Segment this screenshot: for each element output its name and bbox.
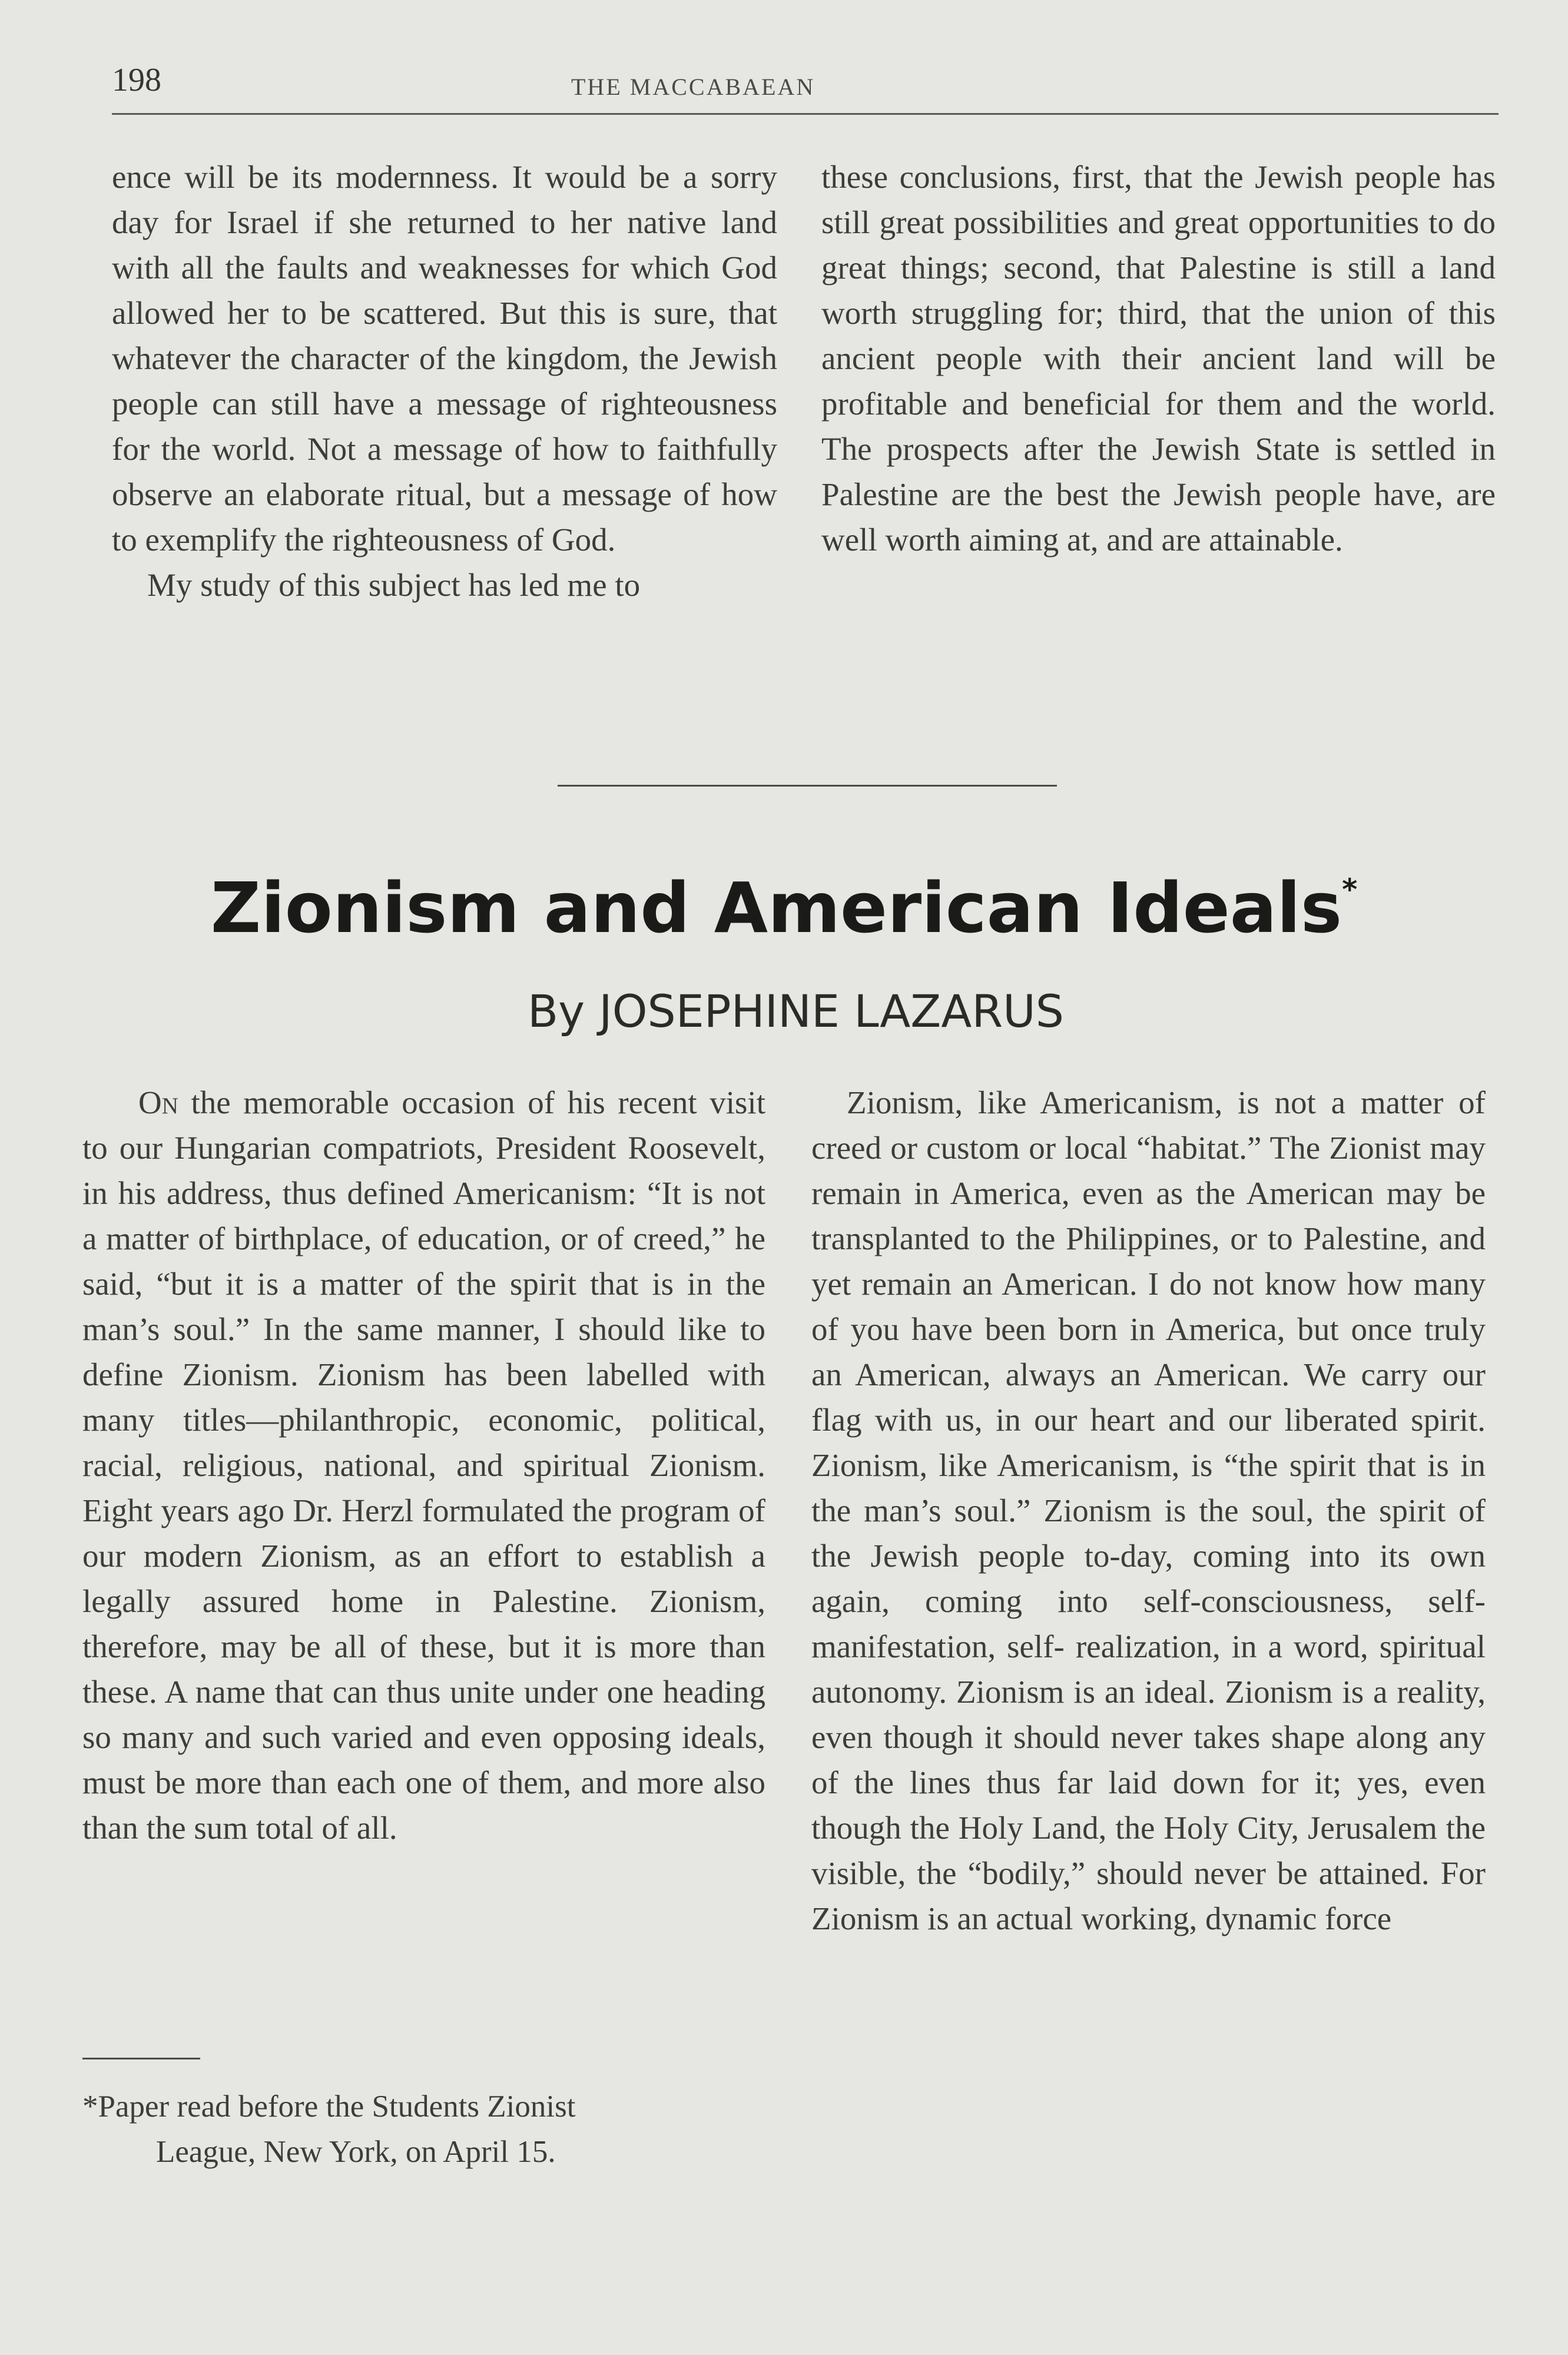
section-divider xyxy=(558,785,1057,787)
prev-article-right-column xyxy=(821,154,1496,562)
prev-article-paragraph-3: these conclusions, first, that the Jewish people has still great possibilities and great opportunities to do great things; second, that Palestine is still a land worth struggling for; third, that the union of this ancient people with their ancient land will be profitable and beneficial for them and the world. The prospects after the Jewish State is settled in Palestine are the best the Jewish people have, are well worth aiming at, and are attainable. xyxy=(821,159,1496,558)
prev-article-paragraph-1: ence will be its modernness. It would be a sorry day for Israel if she returned to her native land with all the faults and weaknesses for which God allowed her to be scattered. But this is sure, that whatever the character of the kingdom, the Jewish people can still have a message of righteousness for the world. Not a message of how to faithfully observe an elaborate ritual, but a message of how to exemplify the righteousness of God. xyxy=(112,159,777,558)
article-byline: By JOSEPHINE LAZARUS xyxy=(528,985,1064,1037)
footnote-line-2: League, New York, on April 15. xyxy=(156,2135,556,2169)
prev-article-paragraph-2: My study of this subject has led me to xyxy=(147,567,641,603)
footnote xyxy=(82,2084,765,2175)
article-paragraph-1-text: the memorable occasion of his recent visit to our Hungarian compatriots, President Roosevelt, in his address, thus defined Americanism: “It is not a matter of birthplace, of education, or of creed,” he said, “but it is a matter of the spirit that is in the man’s soul.” In the same manner, I should like to define Zionism. Zionism has been labelled with many titles—philanthropic, economic, political, racial, religious, national, and spiritual Zionism. Eight years ago Dr. Herzl formulated the program of our modern Zionism, as an effort to establish a legally assured home in Palestine. Zionism, therefore, may be all of these, but it is more than these. A name that can thus unite under one heading so many and such varied and even opposing ideals, must be more than each one of them, and more also than the sum total of all. xyxy=(82,1084,765,1846)
article-title-text: Zionism and American Ideals xyxy=(210,867,1342,948)
running-head: THE MACCABAEAN xyxy=(571,74,816,100)
prev-article-left-column xyxy=(112,154,777,608)
article-title xyxy=(0,867,1568,948)
footnote-rule xyxy=(82,2058,200,2059)
article-right-column xyxy=(811,1080,1486,1941)
article-paragraph-1 xyxy=(82,1080,765,1850)
footnote-line-1: *Paper read before the Students Zionist xyxy=(82,2089,576,2124)
lead-word: On xyxy=(138,1084,178,1120)
page-number: 198 xyxy=(112,62,161,98)
header-rule xyxy=(112,113,1499,115)
article-left-column xyxy=(82,1080,765,1850)
article-paragraph-2: Zionism, like Americanism, is not a matter of creed or custom or local “habitat.” The Zionist may remain in America, even as the American may be transplanted to the Philippines, or to Palestine, and yet remain an American. I do not know how many of you have been born in America, but once truly an American, always an American. We carry our flag with us, in our heart and our liberated spirit. Zionism, like Americanism, is “the spirit that is in the man’s soul.” Zionism is the soul, the spirit of the Jewish people to-day, coming into its own again, coming into self-consciousness, self-manifestation, self- realization, in a word, spiritual autonomy. Zionism is an ideal. Zionism is a reality, even though it should never takes shape along any of the lines thus far laid down for it; yes, even though the Holy Land, the Holy City, Jerusalem the visible, the “bodily,” should never be attained. For Zionism is an actual working, dynamic force xyxy=(811,1084,1486,1936)
footnote-marker: * xyxy=(1342,873,1358,907)
